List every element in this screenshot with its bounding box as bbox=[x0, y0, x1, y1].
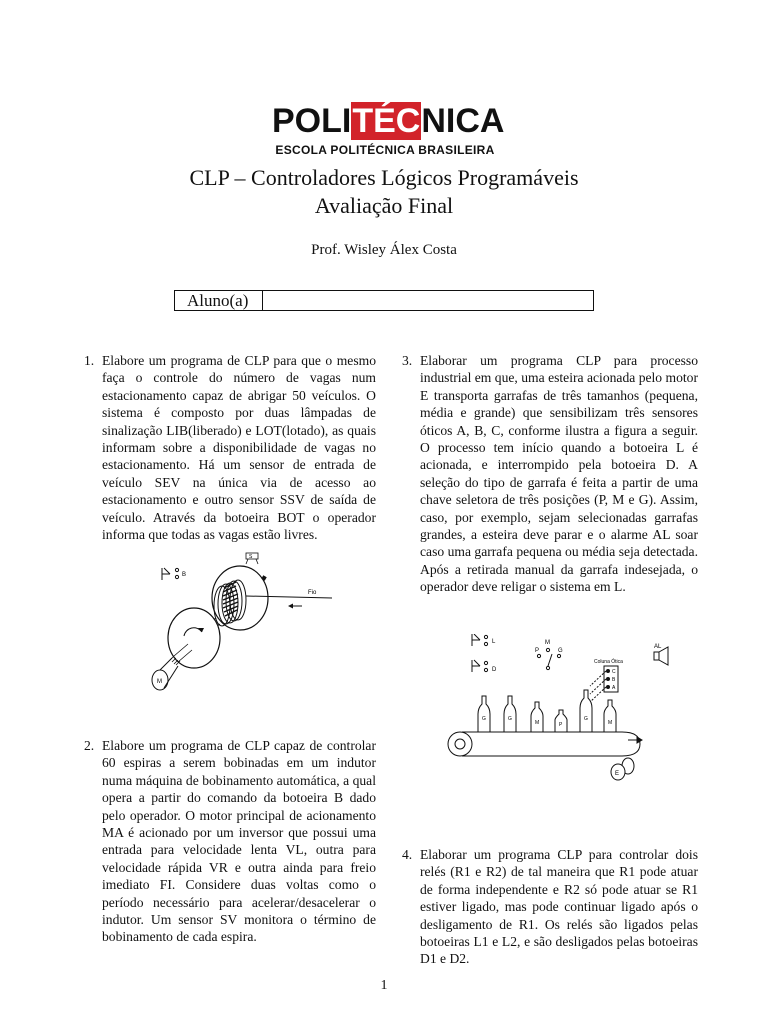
label-coluna: Coluna Ótica bbox=[594, 659, 623, 665]
label-b: B bbox=[612, 677, 616, 683]
bottle-label: G bbox=[584, 716, 588, 722]
professor-name: Prof. Wisley Álex Costa bbox=[311, 242, 457, 258]
question-3 bbox=[402, 352, 698, 596]
question-text: Elaborar um programa CLP para processo industrial em que, uma esteira acionada pelo motor E transporta garrafas de três tamanhos (pequena, média e grande) que sensibilizam três sensores óticos A, B, C, conforme ilustra a figura a seguir. O processo tem início quando a botoeira L é acionada, e interrompido pela botoeira D. A seleção do tipo de garrafa é feita a partir de uma chave seletora de três posições (P, M e G). Assim, caso, por exemplo, sejam selecionadas garrafas grandes, a esteira deve parar e o alarme AL soar caso uma garrafa pequena ou média seja detectada. Após a retirada manual da garrafa indesejada, o operador deve religar o sistema em L. bbox=[420, 353, 698, 595]
student-name-box[interactable] bbox=[174, 290, 594, 311]
student-name-label: Aluno(a) bbox=[175, 291, 263, 310]
question-1 bbox=[84, 352, 376, 543]
selector-switch-symbol bbox=[535, 640, 563, 670]
question-2 bbox=[84, 737, 376, 946]
label-fio: Fio bbox=[308, 590, 317, 596]
label-c: C bbox=[612, 669, 616, 675]
bottle-label: M bbox=[535, 720, 540, 726]
question-text: Elabore um programa de CLP capaz de controlar 60 espiras a serem bobinadas em um indutor numa máquina de bobinamento automática, a qual opera a partir do comando da botoeira B dado pelo operador. O motor principal de acionamento MA é acionado por um inversor que possui uma entrada para velocidade lenta VL, outra para velocidade rápida VR e outra ainda para freio imediato FI. Considere duas voltas como o período necessário para acelerar/desacelerar o indutor. Um sensor SV monitora o término de bobinamento de cada espira. bbox=[102, 738, 376, 945]
bottle-label: G bbox=[508, 716, 512, 722]
label-p: P bbox=[535, 648, 540, 654]
logo-wordmark bbox=[272, 100, 505, 142]
label-l: L bbox=[492, 639, 496, 645]
label-d: D bbox=[492, 667, 497, 673]
exam-title: Avaliação Final bbox=[314, 193, 454, 218]
button-symbol bbox=[162, 568, 186, 580]
alarm-symbol bbox=[654, 644, 668, 665]
question-number: 2. bbox=[84, 738, 95, 753]
logo-part-1: POLI bbox=[272, 102, 352, 140]
label-m: M bbox=[545, 640, 550, 646]
winding-machine-figure bbox=[150, 548, 340, 698]
question-text: Elaborar um programa CLP para controlar dois relés (R1 e R2) de tal maneira que R1 pode atuar de forma independente e R2 só pode atuar se R1 estiver ligado, mas pode continuar ligado após o desligamento de R1. Os relés são ligados pelas botoeiras L1 e L2, e são desligados pelas botoeiras D1 e D2. bbox=[420, 847, 698, 967]
button-l-symbol bbox=[472, 634, 496, 646]
button-d-symbol bbox=[472, 660, 497, 673]
label-m: M bbox=[157, 679, 162, 685]
label-e: E bbox=[615, 771, 620, 777]
conveyor-figure bbox=[432, 634, 682, 782]
label-g: G bbox=[558, 648, 563, 654]
question-number: 1. bbox=[84, 353, 95, 368]
bottles bbox=[478, 690, 616, 732]
logo-part-red: TÉC bbox=[352, 102, 421, 140]
conveyor-belt bbox=[448, 732, 642, 780]
optical-column bbox=[590, 658, 623, 702]
logo-subtitle: ESCOLA POLITÉCNICA BRASILEIRA bbox=[275, 143, 495, 157]
logo bbox=[272, 100, 505, 160]
label-al: AL bbox=[654, 644, 662, 650]
label-a: A bbox=[612, 685, 616, 691]
logo-part-3: NICA bbox=[421, 102, 505, 140]
question-4 bbox=[402, 846, 698, 968]
question-text: Elabore um programa de CLP para que o mesmo faça o controle do número de vagas num estacionamento capaz de abrigar 50 veículos. O sistema é composto por duas lâmpadas de sinalização LIB(liberado) e LOT(lotado), as quais informam sobre a disponibilidade de vagas no estacionamento. Há um sensor de entrada de veículo SEV na única via de acesso ao estacionamento e outro sensor SSV de saída de veículo. Através da botoeira BOT o operador informa que todas as vagas estão livres. bbox=[102, 353, 376, 543]
bottle-label: M bbox=[608, 720, 613, 726]
bottle-label: P bbox=[559, 722, 563, 728]
page-number: 1 bbox=[380, 978, 388, 993]
label-sensor: S bbox=[249, 554, 253, 560]
question-number: 4. bbox=[402, 847, 413, 862]
bottle-label: G bbox=[482, 716, 486, 722]
course-title: CLP – Controladores Lógicos Programáveis bbox=[189, 165, 579, 190]
question-number: 3. bbox=[402, 353, 413, 368]
label-b: B bbox=[182, 572, 187, 578]
